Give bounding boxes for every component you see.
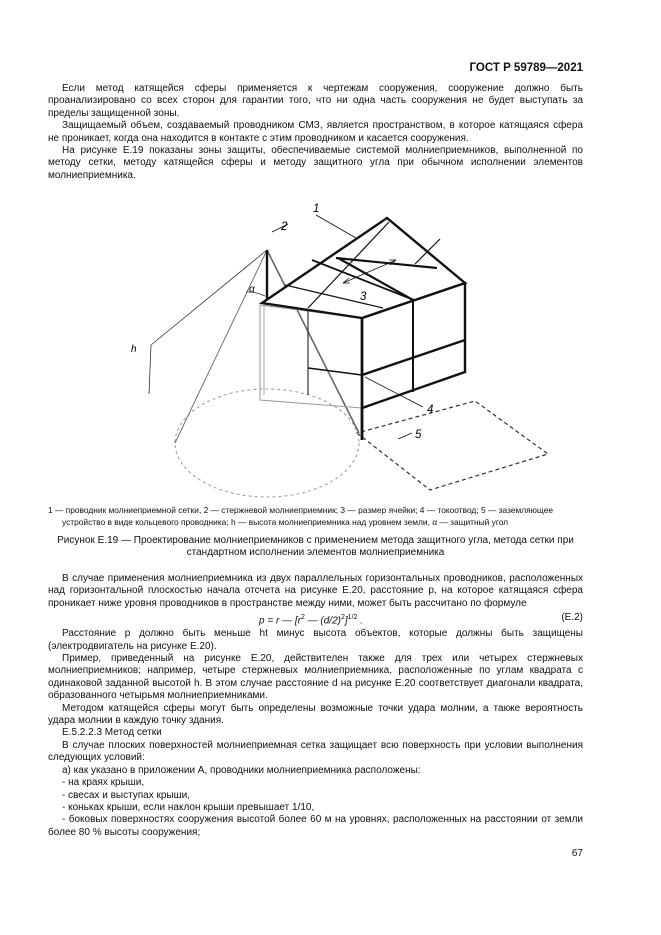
list-item-roof-edges: - на краях крыши, [62,777,145,789]
height-dimension-line [151,250,267,345]
legend-line-2: устройство в виде кольцевого проводника; h — высота молниеприемника над уровнем земли, α — защитный угол [62,517,509,527]
building-front-face [260,305,362,408]
list-item-ridges: - коньках крыши, если наклон крыши превышает 1/10, [62,801,315,813]
formula-e2 [48,612,583,628]
list-item-overhangs: - свесах и выступах крыши, [62,789,191,801]
legend-line-1: 1 — проводник молниеприемной сетки, 2 — стержневой молниеприемник; 3 — размер ячейки; 4 — токоотвод; 5 — заземляющее [48,505,554,515]
body-text [48,573,583,839]
paragraph-distance-p: Расстояние p должно быть меньше ht минус высота объектов, которые должны быть защищены (электродвигатель на рисунке Е.20). [48,628,583,652]
label-3: 3 [360,291,367,303]
figure-legend [48,504,583,528]
standard-designation: ГОСТ Р 59789—2021 [469,62,583,74]
formula-expression: p = r — [$r^2$ — $(d/2)^2]^{1/2}$ . [259,614,363,627]
figure-title [48,535,583,560]
label-1: 1 [313,203,320,215]
label-alpha: α [249,284,255,295]
figure-title-line-1: Рисунок Е.19 — Проектирование молниеприемников с применением метода защитного угла, метода сетки при [57,535,574,546]
intro-paragraph-3: На рисунке Е.19 показаны зоны защиты, обеспечиваемые системой молниеприемников, выполненной по методу сетки, методу катящейся сферы и методу защитного угла при обычном исполнении элементов молниеприемника. [48,145,583,181]
intro-paragraph-2: Защищаемый объем, создаваемый проводником СМЗ, является пространством, в которое катящаяся сфера не проникает, когда она находится в контакте с этим проводником и касается сооружения. [48,120,583,144]
intro-paragraph-1: Если метод катящейся сферы применяется к чертежам сооружения, сооружение должно быть проанализировано со всех сторон для гарантии того, что ни одна часть сооружения не будет выступать за пределы защищенной зоны. [48,83,583,119]
label-4: 4 [427,404,434,416]
cone-edge-left [175,250,267,443]
figure-title-line-2: стандартном исполнении элементов молниеприемника [186,547,445,559]
paragraph-rolling-sphere: Методом катящейся сферы могут быть определены возможные точки удара молнии, а также вероятность удара молнии в каждую точку здания. [48,702,583,727]
paragraph-mesh-conditions: В случае плоских поверхностей молниеприемная сетка защищает всю поверхность при условии выполнения следующих условий: [48,739,583,764]
label-2: 2 [281,221,288,233]
label-h: h [131,344,137,355]
paragraph-formula-intro: В случае применения молниеприемника из двух параллельных горизонтальных проводников, расположенных над горизонтальной плоскостью начала отсчета на рисунке Е.20, расстояние p, на которое катящаяся сфера проникает ниже уровня проводников в пространстве между ними, может быть рассчитано по формуле [48,573,583,609]
formula-number: (Е.2) [561,612,583,624]
paragraph-example: Пример, приведенный на рисунке Е.20, действителен также для трех или четырех стержневых молниеприемников; например, четыре стержневых молниеприемника, расположенные по углам квадрата с одинаковой заданной высотой h. В этом случае расстояние d на рисунке Е.20 соответствует диагонали квадрата, образованного четырьмя молниеприемниками. [48,653,583,702]
ground-ring-conductor [357,401,548,490]
page-number: 67 [571,848,583,859]
list-item-side-surfaces: - боковых поверхностях сооружения высотой более 60 м на уровнях, расположенных на расстоянии от земли более 80 % высоты сооружения; [48,814,583,838]
list-item-a: а) как указано в приложении А, проводники молниеприемника расположены: [62,764,421,776]
section-heading: Е.5.2.2.3 Метод сетки [62,727,162,739]
label-5: 5 [415,429,422,441]
